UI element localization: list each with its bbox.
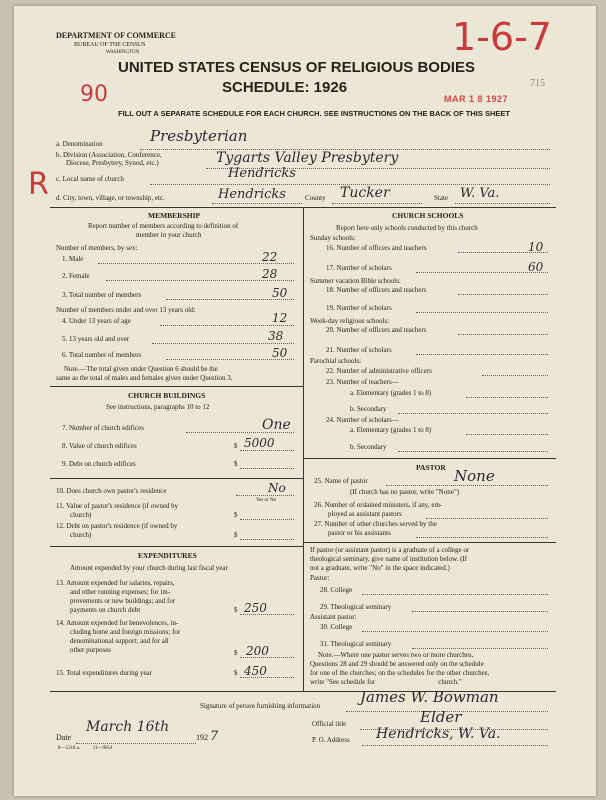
q7-label: 7. Number of church edifices [62,424,144,432]
q22-line [482,375,548,376]
q21-label: 21. Number of scholars [326,346,392,354]
buildings-divider [50,478,303,479]
q14-value: 200 [246,644,269,658]
q8-line [240,450,294,451]
q8-dollar: $ [234,442,238,450]
q26-label-1: 26. Number of ordained ministers, if any, em- [314,501,443,509]
q11-line [240,519,294,520]
q3-total-label: 3. Total number of members [62,291,142,299]
q16-label: 16. Number of officers and teachers [326,244,427,252]
signature-value: James W. Bowman [360,688,499,706]
q7-value: One [262,417,291,433]
stamp-side-number: 715 [530,78,545,89]
q24a-line [466,434,548,435]
q27-line [416,537,548,538]
q23b-label: b. Secondary [350,405,387,413]
date-line [76,743,196,744]
year-prefix: 192 [196,733,208,742]
q13-label-4: payments on church debt [70,606,141,614]
q3-total-value: 50 [272,286,288,300]
q5-over13-label: 5. 13 years old and over [62,335,130,343]
q17-value: 60 [528,260,544,274]
q12-dollar: $ [234,531,238,539]
q23b-line [398,413,548,414]
q21-line [416,354,548,355]
q15-value: 450 [244,664,267,678]
signature-label: Signature of person furnishing information [200,702,321,710]
local-name-label: c. Local name of church [56,175,124,183]
q29-line [412,611,548,612]
county-line [332,203,422,204]
q4-under13-label: 4. Under 13 years of age [62,317,131,325]
q25-hint: (If church has no pastor, write "None") [350,488,460,496]
q10-hint: Yes or No [256,498,277,503]
q6-total-value: 50 [272,346,288,360]
schools-intro: Report here only schools conducted by this church [336,224,478,232]
q28-label: 28. College [320,586,353,594]
buildings-heading: CHURCH BUILDINGS [128,391,206,400]
q15-dollar: $ [234,669,238,677]
q8-label: 8. Value of church edifices [62,442,137,450]
q2-female-label: 2. Female [62,272,90,280]
q31-line [412,648,548,649]
q15-label: 15. Total expenditures during year [56,669,152,677]
q24b-line [398,451,548,452]
q30-label: 30. College [320,623,353,631]
q10-label: 10. Does church own pastor's residence [56,487,167,495]
q4-line [160,325,294,326]
q5-line [152,343,294,344]
weekday-schools-label: Week-day religious schools: [310,317,390,325]
pastor-divider [303,458,556,459]
q28-line [362,594,548,595]
q1-male-label: 1. Male [62,255,84,263]
division-label-2: Diocese, Presbytery, Synod, etc.) [66,159,159,167]
form-code: 8—5318 a. 11—9054 [58,746,113,751]
q12-label-2: church) [70,531,92,539]
state-value: W. Va. [460,186,500,201]
q19-line [416,312,548,313]
q24a-label: a. Elementary (grades 1 to 8) [350,426,432,434]
q1-male-value: 22 [262,250,278,264]
po-address-value: Hendricks, W. Va. [376,726,501,742]
q10-line [236,495,294,496]
sunday-schools-label: Sunday schools: [310,234,356,242]
q13-label-1: 13. Amount expended for salaries, repairs, [56,579,175,587]
q25-line [386,485,548,486]
division-label-1: b. Division (Association, Conference, [56,151,162,159]
education-info-3: not a graduate, write "No" in the space indicated.) [310,564,450,572]
pastor-note-3: for one of the churches; on the schedules for the other churches, [310,669,490,677]
expenditures-divider [50,546,303,547]
q31-label: 31. Theological seminary [320,640,392,648]
expenditures-intro: Amount expended by your church during last fiscal year [70,564,228,572]
q24b-label: b. Secondary [350,443,387,451]
q13-dollar: $ [234,606,238,614]
q27-label-2: pastor or his assistants [328,529,391,537]
membership-intro-2: member in your church [136,231,202,239]
q11-label-2: church) [70,511,92,519]
q8-value: 5000 [244,436,275,450]
membership-heading: MEMBERSHIP [148,211,201,220]
date-label: Date [56,733,72,742]
membership-divider [50,386,303,387]
received-date-stamp: MAR 1 8 1927 [444,94,509,104]
q30-line [362,631,548,632]
county-value: Tucker [340,185,390,201]
q13-label-3: provements or new buildings; and for [70,597,176,605]
pastor-note-1: Note.—Where one pastor serves two or more churches, [318,651,474,659]
department-label: DEPARTMENT OF COMMERCE [56,31,177,40]
buildings-intro: See instructions, paragraphs 10 to 12 [106,403,210,411]
city-label: d. City, town, village, or township, etc. [56,194,165,202]
q16-value: 10 [528,240,544,254]
members-by-age-label: Number of members under and over 13 years old: [56,306,196,314]
red-margin-mark: R [28,167,49,202]
q23-label: 23. Number of teachers— [326,378,399,386]
q29-label: 29. Theological seminary [320,603,392,611]
q20-line [458,334,548,335]
q2-female-value: 28 [262,267,278,281]
q11-label-1: 11. Value of pastor's residence (if owned by [56,502,179,510]
pastor-education-label: Pastor: [310,574,330,582]
q27-label-1: 27. Number of other churches served by the [314,520,437,528]
members-by-sex-label: Number of members, by sex: [56,244,138,252]
q24-label: 24. Number of scholars— [326,416,399,424]
pastor-note-4: write "See schedule for church." [310,678,462,686]
membership-intro-1: Report number of members according to definition of [88,222,239,230]
assistant-education-label: Assistant pastor: [310,613,357,621]
q6-total-label: 6. Total number of members [62,351,142,359]
state-label: State [434,194,448,202]
schedule-title: SCHEDULE: 1926 [222,79,348,96]
local-name-value: Hendricks [228,166,296,181]
membership-note-1: Note.—The total given under Question 6 should be the [64,365,218,373]
q9-dollar: $ [234,460,238,468]
city-line [212,203,302,204]
expenditures-heading: EXPENDITURES [138,551,197,560]
q4-under13-value: 12 [272,311,288,325]
division-value: Tygarts Valley Presbytery [216,150,399,166]
education-info-2: theological seminary, give name of institution below. (If [310,555,468,563]
year-value: 7 [210,729,219,744]
membership-note-2: same as the total of males and females given under Question 3. [56,374,233,382]
red-file-number: 1-6-7 [452,15,552,59]
q14-label-1: 14. Amount expended for benevolences, in- [56,619,179,627]
q14-label-2: cluding home and foreign missions; for [70,628,181,636]
q14-label-4: other purposes [70,646,112,654]
pastor-note-2: Questions 28 and 29 should be answered only on the schedule [310,660,484,668]
q19-label: 19. Number of scholars [326,304,392,312]
q9-label: 9. Debt on church edifices [62,460,136,468]
schools-heading: CHURCH SCHOOLS [392,211,464,220]
q13-label-2: and other running expenses; for im- [70,588,171,596]
q26-label-2: ployed as assistant pastors [328,510,402,518]
q12-line [240,539,294,540]
form-instruction: FILL OUT A SEPARATE SCHEDULE FOR EACH CHURCH. SEE INSTRUCTIONS ON THE BACK OF THIS SHEET [118,109,510,118]
q17-label: 17. Number of scholars [326,264,392,272]
form-title: UNITED STATES CENSUS OF RELIGIOUS BODIES [118,59,475,76]
q23a-line [466,397,548,398]
education-divider [303,542,556,543]
q12-label-1: 12. Debt on pastor's residence (if owned by [56,522,178,530]
state-line [455,203,550,204]
q14-dollar: $ [234,649,238,657]
denomination-value: Presbyterian [150,127,248,145]
q25-value: None [454,467,495,485]
red-margin-number: 90 [80,82,108,107]
po-address-label: P. O. Address [312,736,350,744]
official-title-label: Official title [312,720,347,728]
summer-schools-label: Summer vacation Bible schools: [310,277,401,285]
q23a-label: a. Elementary (grades 1 to 8) [350,389,432,397]
pastor-heading: PASTOR [416,463,446,472]
date-value: March 16th [86,719,170,735]
city-value: Hendricks [218,187,286,202]
q25-label: 25. Name of pastor [314,477,368,485]
bureau-label: BUREAU OF THE CENSUS [74,42,146,48]
q9-line [240,468,294,469]
denomination-label: a. Denomination [56,140,103,148]
q20-label: 20. Number of officers and teachers [326,326,427,334]
q14-label-3: denominational support; and for all [70,637,169,645]
q18-line [458,294,548,295]
q5-over13-value: 38 [268,329,284,343]
official-title-value: Elder [420,708,462,726]
q10-value: No [268,481,286,495]
city-label: WASHINGTON [106,50,140,55]
q11-dollar: $ [234,511,238,519]
q13-value: 250 [244,601,267,615]
q26-line [426,518,548,519]
parochial-schools-label: Parochial schools: [310,357,362,365]
q18-label: 18. Number of officers and teachers [326,286,427,294]
q22-label: 22. Number of administrative officers [326,367,432,375]
education-info-1: If pastor (or assistant pastor) is a graduate of a college or [310,546,470,554]
po-address-line [362,745,548,746]
column-divider [303,207,304,691]
county-label: County [305,194,326,202]
